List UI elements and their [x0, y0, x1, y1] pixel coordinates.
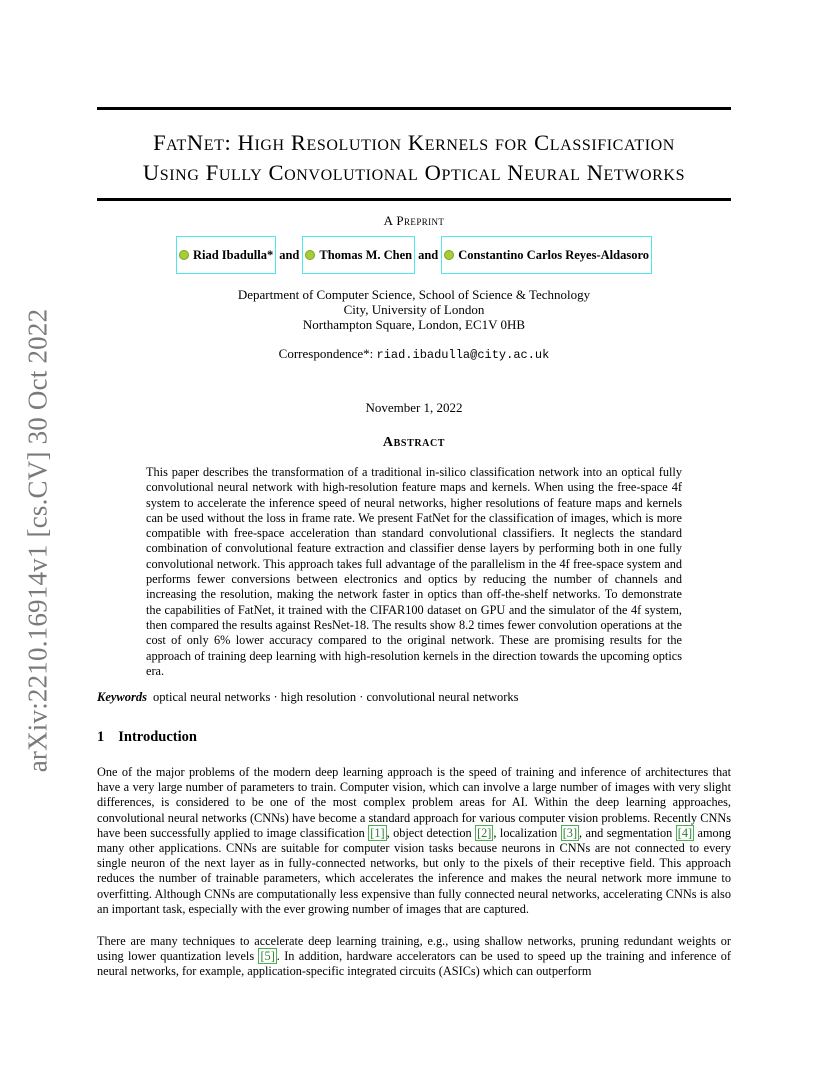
author-link-2[interactable] — [302, 236, 415, 274]
citation-link[interactable]: [4] — [677, 825, 693, 840]
affiliation — [97, 287, 731, 332]
keywords — [97, 690, 731, 705]
paragraph-text: , and segmentation — [579, 825, 676, 840]
citation-link[interactable]: [3] — [562, 825, 578, 840]
author-name: Riad Ibadulla* — [192, 247, 274, 262]
author-separator: and — [418, 247, 439, 262]
arxiv-side-stamp — [18, 308, 58, 772]
correspondence-email[interactable]: riad.ibadulla@city.ac.uk — [376, 348, 550, 362]
orcid-icon — [444, 250, 454, 260]
citation-link[interactable]: [2] — [477, 825, 492, 840]
correspondence — [97, 346, 731, 362]
title-line-2: Using Fully Convolutional Optical Neural Networks — [142, 160, 686, 185]
keywords-text: optical neural networks · high resolution · convolutional neural networks — [153, 690, 519, 704]
affiliation-line: City, University of London — [343, 302, 485, 317]
author-name: Thomas M. Chen — [319, 247, 413, 262]
author-name: Constantino Carlos Reyes-Aldasoro — [458, 247, 650, 262]
title-rule-bottom — [97, 198, 731, 201]
correspondence-label: Correspondence*: — [278, 346, 374, 361]
paragraph-text: , object detection — [386, 825, 476, 840]
keywords-label: Keywords — [97, 690, 147, 704]
publication-date: November 1, 2022 — [365, 400, 463, 415]
author-link-1[interactable] — [176, 236, 276, 274]
section-title: Introduction — [118, 729, 197, 745]
affiliation-line: Department of Computer Science, School of Science & Technology — [237, 287, 591, 302]
paragraph-text: , localization — [493, 825, 561, 840]
arxiv-identifier: arXiv:2210.16914v1 [cs.CV] 30 Oct 2022 — [22, 308, 53, 772]
author-separator: and — [279, 247, 300, 262]
abstract-text: This paper describes the transformation of a traditional in-silico classification network into an optical fully convolutional neural network with high-resolution feature maps and kernels. When using the free-space 4f system to accelerate the inference speed of neural networks, higher resolutions of feature maps and kernels can be used without the loss in frame rate. We present FatNet for the classification of images, which is more compatible with free-space acceleration than standard convolutional classifiers. It neglects the standard combination of convolutional feature extraction and classifier dense layers by performing both in one fully convolutional network. This approach takes full advantage of the parallelism in the 4f free-space system and performs fewer conversions between electronics and optics by reducing the number of channels and increasing the resolution, making the network faster in optics than off-the-shelf networks. To demonstrate the capabilities of FatNet, it trained with the CIFAR100 dataset on GPU and the simulator of the 4f system, then compared the results against ResNet-18. The results show 8.2 times fewer convolution operations at the cost of only 6% lower accuracy compared to the original network. These are promising results for the approach of training deep learning with high-resolution kernels in the direction towards the upcoming optics era. — [146, 465, 682, 678]
title-rule-top — [97, 107, 731, 110]
author-link-3[interactable] — [441, 236, 652, 274]
paper-title — [97, 128, 731, 188]
intro-paragraph-1 — [97, 765, 731, 917]
title-line-1: FatNet: High Resolution Kernels for Classification — [153, 130, 675, 155]
section-heading — [97, 729, 197, 746]
affiliation-line: Northampton Square, London, EC1V 0HB — [302, 317, 526, 332]
orcid-icon — [305, 250, 315, 260]
orcid-icon — [179, 250, 189, 260]
paragraph-text: One of the major problems of the modern deep learning approach is the speed of training and inference of architectures that have a very large number of parameters to train. Computer vision, which can involve a large number of images with very slight differences, is considered to be one of the most complex problem areas for AI. Within the deep learning approaches, convolutional neural networks (CNNs) have become a standard approach for various computer vision problems. Recently CNNs have been successfully applied to image classification — [97, 765, 731, 840]
abstract-heading: Abstract — [382, 435, 446, 450]
citation-link[interactable]: [5] — [260, 949, 275, 964]
paragraph-text: . In addition, hardware accelerators can be used to speed up the training and inference of neural networks, for example, application-specific integrated circuits (ASICs) which can outperform — [97, 949, 731, 979]
preprint-label: A Preprint — [383, 213, 445, 228]
citation-link[interactable]: [1] — [370, 825, 385, 840]
paragraph-text: among many other applications. CNNs are suitable for computer vision tasks because neurons in CNNs are not connected to every single neuron of the next layer as in fully-connected networks, but only to the pixels of their receptive field. This approach reduces the number of trainable parameters, which accelerates the inference and makes the neural network more immune to overfitting. Although CNNs are computationally less expensive than fully connected neural networks, accelerating CNNs is also an important task, especially with the ever growing number of images that are captured. — [97, 825, 731, 916]
paragraph-text: There are many techniques to accelerate deep learning training, e.g., using shallow networks, pruning redundant weights or using lower quantization levels — [97, 934, 731, 964]
author-list — [97, 236, 731, 274]
section-number: 1 — [97, 729, 105, 745]
intro-paragraph-2 — [97, 934, 731, 980]
